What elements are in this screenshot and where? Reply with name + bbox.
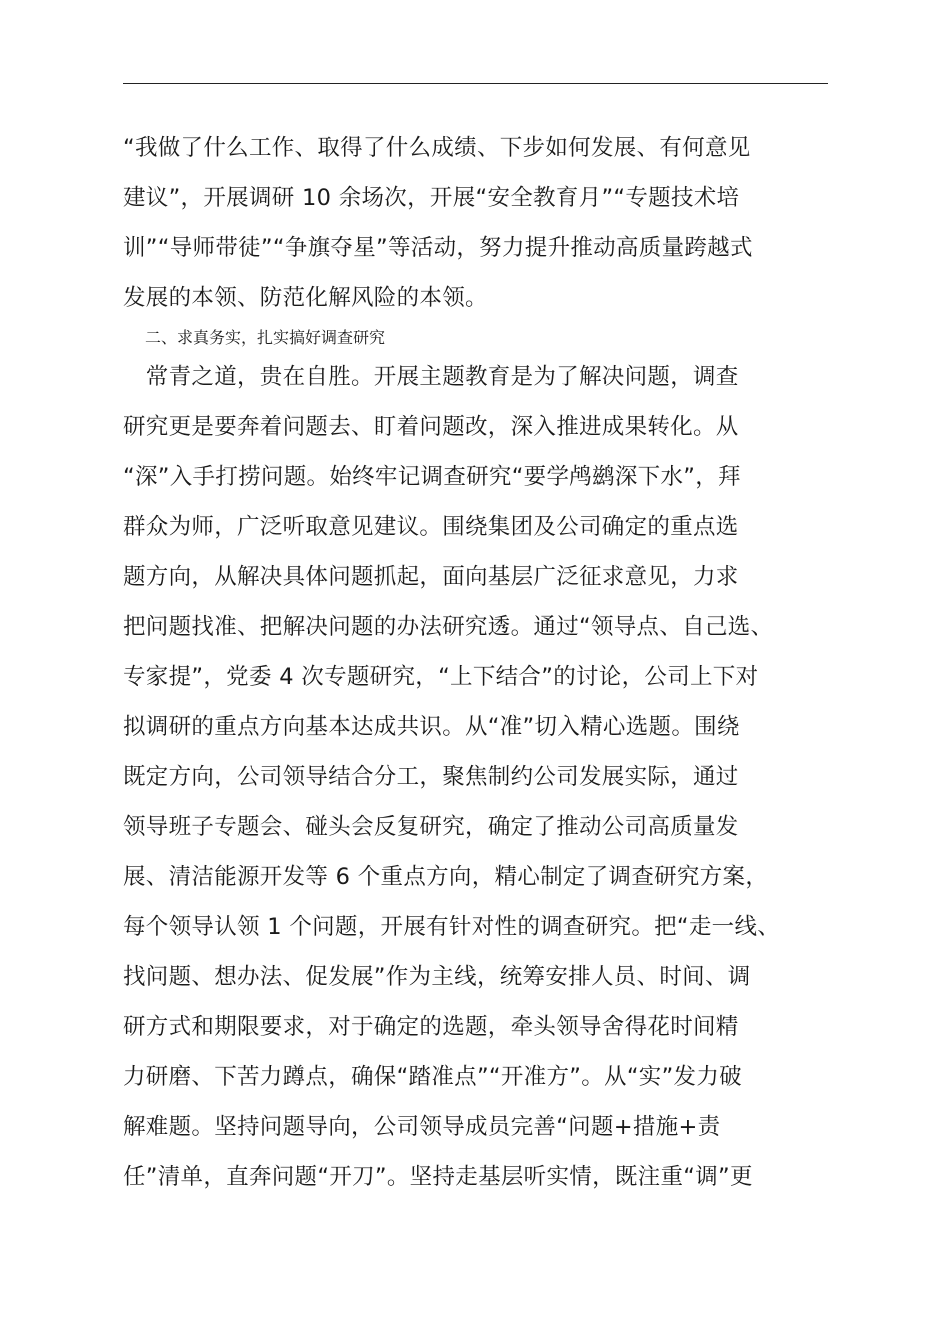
text-line: 解难题。坚持问题导向，公司领导成员完善“问题+措施+责	[123, 1114, 721, 1140]
text-line: 力研磨、下苦力蹲点，确保“踏准点”“开准方”。从“实”发力破	[123, 1064, 742, 1090]
text-line: “我做了什么工作、取得了什么成绩、下步如何发展、有何意见	[123, 135, 751, 161]
text-line: 每个领导认领 1 个问题，开展有针对性的调查研究。把“走一线、	[123, 914, 781, 940]
text-line: 找问题、想办法、促发展”作为主线，统筹安排人员、时间、调	[123, 964, 751, 990]
paragraph-1	[123, 123, 843, 323]
text-line: 训”“导师带徒”“争旗夺星”等活动，努力提升推动高质量跨越式	[123, 235, 753, 261]
text-line: 题方向，从解决具体问题抓起，面向基层广泛征求意见，力求	[123, 564, 739, 590]
text-line: 领导班子专题会、碰头会反复研究，确定了推动公司高质量发	[123, 814, 739, 840]
text-line: 拟调研的重点方向基本达成共识。从“准”切入精心选题。围绕	[123, 714, 740, 740]
header-rule	[123, 83, 828, 84]
paragraph-2	[123, 352, 843, 1202]
text-line: 把问题找准、把解决问题的办法研究透。通过“领导点、自己选、	[123, 614, 774, 640]
text-line: 展、清洁能源开发等 6 个重点方向，精心制定了调查研究方案，	[123, 864, 769, 890]
text-line: 专家提”，党委 4 次专题研究，“上下结合”的讨论，公司上下对	[123, 664, 759, 690]
text-line: 建议”，开展调研 10 余场次，开展“安全教育月”“专题技术培	[123, 185, 740, 211]
text-line: 群众为师，广泛听取意见建议。围绕集团及公司确定的重点选	[123, 514, 739, 540]
section-heading: 二、求真务实，扎实搞好调查研究	[145, 328, 386, 347]
text-line: 任”清单，直奔问题“开刀”。坚持走基层听实情，既注重“调”更	[123, 1164, 753, 1190]
text-line: 既定方向，公司领导结合分工，聚焦制约公司发展实际，通过	[123, 764, 739, 790]
text-line: “深”入手打捞问题。始终牢记调查研究“要学鸬鹚深下水”，拜	[123, 464, 741, 490]
text-line: 常青之道，贵在自胜。开展主题教育是为了解决问题，调查	[123, 364, 739, 390]
text-line: 研方式和期限要求，对于确定的选题，牵头领导舍得花时间精	[123, 1014, 739, 1040]
text-line: 研究更是要奔着问题去、盯着问题改，深入推进成果转化。从	[123, 414, 739, 440]
text-line: 发展的本领、防范化解风险的本领。	[123, 285, 488, 311]
